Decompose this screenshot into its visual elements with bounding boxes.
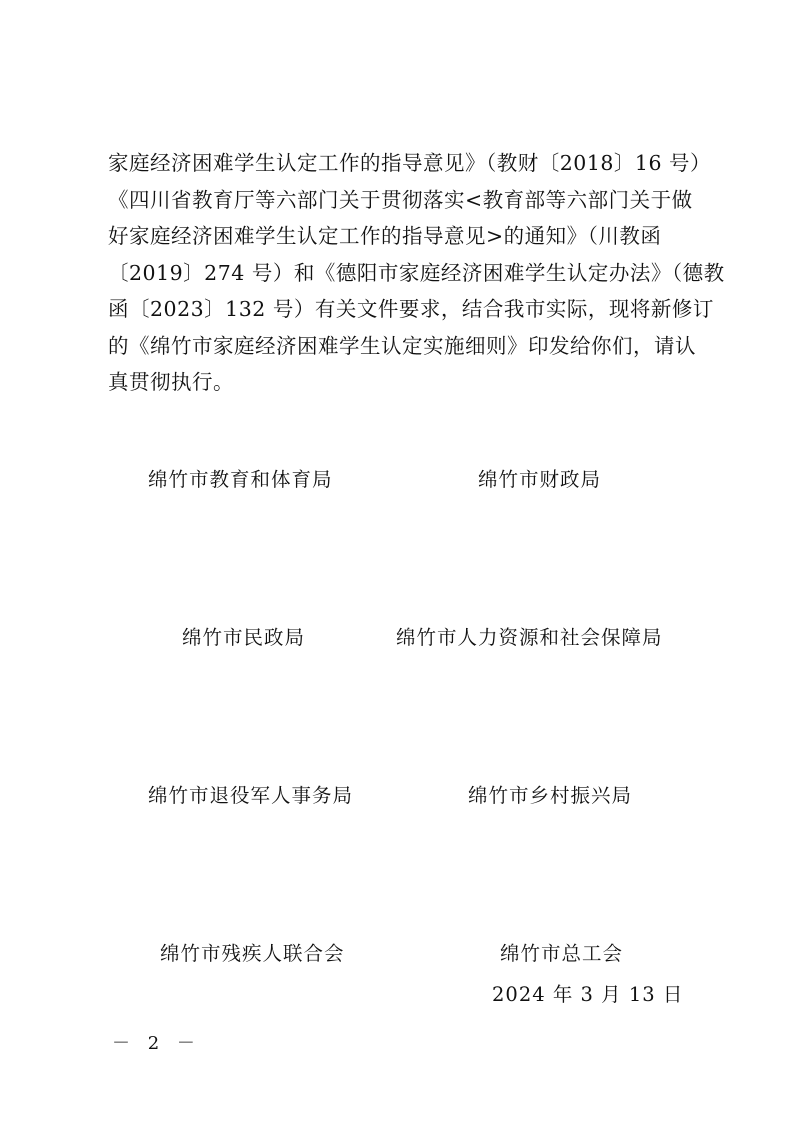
- body-line: 的《绵竹市家庭经济困难学生认定实施细则》印发给你们，请认: [108, 333, 696, 358]
- page-number: － 2 －: [112, 1033, 201, 1054]
- body-paragraph: [108, 145, 725, 401]
- signature-hr-social-security-bureau: 绵竹市人力资源和社会保障局: [396, 626, 663, 649]
- body-line: 函〔2023〕132 号）有关文件要求，结合我市实际，现将新修订: [108, 297, 714, 321]
- body-line: 家庭经济困难学生认定工作的指导意见》（教财〔2018〕16 号）: [108, 151, 712, 175]
- signature-finance-bureau: 绵竹市财政局: [478, 468, 602, 491]
- body-line: 好家庭经济困难学生认定工作的指导意见>的通知》（川教函: [108, 224, 662, 248]
- signature-rural-revitalization-bureau: 绵竹市乡村振兴局: [468, 784, 633, 807]
- signature-federation-of-trade-unions: 绵竹市总工会: [500, 942, 624, 965]
- signature-disabled-persons-federation: 绵竹市残疾人联合会: [160, 942, 345, 965]
- body-line: 〔2019〕274 号）和《德阳市家庭经济困难学生认定办法》（德教: [108, 260, 725, 285]
- issue-date: 2024 年 3 月 13 日: [492, 983, 684, 1006]
- signature-education-bureau: 绵竹市教育和体育局: [148, 468, 333, 491]
- body-line: 真贯彻执行。: [108, 370, 234, 394]
- signature-veterans-affairs-bureau: 绵竹市退役军人事务局: [148, 784, 354, 807]
- body-line: 《四川省教育厅等六部门关于贯彻落实<教育部等六部门关于做: [108, 187, 693, 212]
- signature-civil-affairs-bureau: 绵竹市民政局: [182, 626, 306, 649]
